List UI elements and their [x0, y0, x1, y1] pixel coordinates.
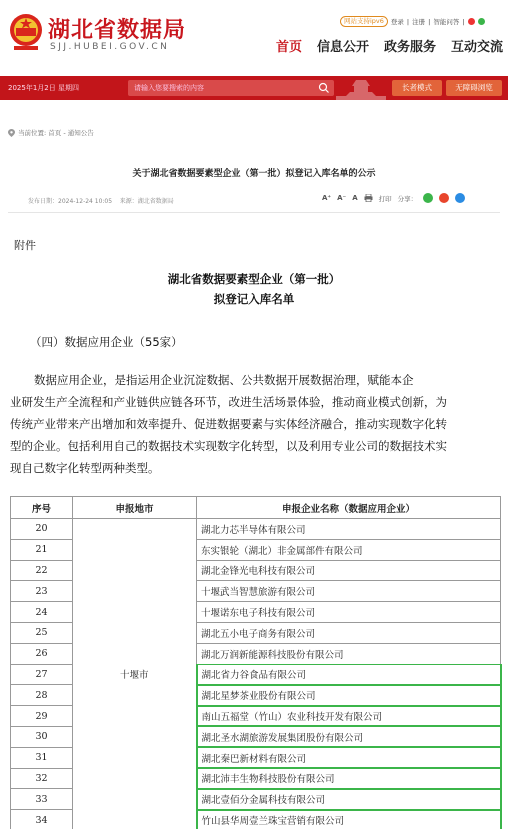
- attachment-label: 附件: [14, 239, 36, 252]
- share-label: 分享：: [397, 194, 418, 203]
- row-number: 30: [11, 726, 73, 747]
- table-row: [11, 519, 501, 540]
- notice-meta: [28, 196, 174, 205]
- location-pin-icon: [8, 129, 15, 137]
- article-tools: [322, 193, 465, 203]
- row-number: 31: [11, 747, 73, 768]
- row-number: 27: [11, 664, 73, 685]
- section-heading: （四）数据应用企业（55家）: [30, 335, 183, 349]
- company-name: 南山五福堂（竹山）农业科技开发有限公司: [197, 706, 501, 727]
- yellow-crane-tower-icon: [336, 78, 386, 100]
- wechat-icon[interactable]: [478, 18, 485, 25]
- company-name: 十堰武当智慧旅游有限公司: [197, 581, 501, 602]
- breadcrumb: [8, 128, 94, 137]
- row-number: 20: [11, 519, 73, 540]
- nav-interaction[interactable]: 互动交流: [451, 40, 504, 55]
- row-number: 29: [11, 706, 73, 727]
- company-name: 湖北万润新能源科技股份有限公司: [197, 643, 501, 664]
- notice-title: 关于湖北省数据要素型企业（第一批）拟登记入库名单的公示: [132, 169, 376, 179]
- qa-link[interactable]: 智能问答: [433, 18, 460, 26]
- top-links: 网站支持ipv6 登录 | 注册 | 智能问答 |: [340, 16, 485, 27]
- company-name: 湖北壹佰分金属科技有限公司: [197, 789, 501, 810]
- weibo-icon[interactable]: [468, 18, 475, 25]
- search-input[interactable]: [134, 82, 304, 94]
- notice-source: 来源：湖北省数据局: [119, 198, 174, 205]
- company-name: 湖北五小电子商务有限公司: [197, 622, 501, 643]
- company-name: 东实银轮（湖北）非金属部件有限公司: [197, 539, 501, 560]
- company-name: 湖北金锋光电科技有限公司: [197, 560, 501, 581]
- company-name: 湖北力芯半导体有限公司: [197, 519, 501, 540]
- row-number: 25: [11, 622, 73, 643]
- col-header-region: 申报地市: [73, 497, 197, 519]
- row-number: 33: [11, 789, 73, 810]
- company-name: 竹山县华周壹兰珠宝营销有限公司: [197, 810, 501, 829]
- nav-home[interactable]: 首页: [276, 40, 303, 55]
- table-header-row: [11, 497, 501, 519]
- search-box: [128, 80, 334, 96]
- row-number: 21: [11, 539, 73, 560]
- main-nav: [276, 36, 503, 55]
- col-header-no: 序号: [11, 497, 73, 519]
- site-domain: SJJ.HUBEI.GOV.CN: [50, 42, 170, 52]
- col-header-name: 申报企业名称（数据应用企业）: [197, 497, 501, 519]
- paragraph-line: 现自己数字化转型两种类型。: [10, 461, 160, 475]
- national-emblem-icon: [8, 12, 44, 52]
- row-number: 28: [11, 685, 73, 706]
- print-button[interactable]: 打印: [378, 194, 392, 203]
- company-name: 湖北星梦茶业股份有限公司: [197, 685, 501, 706]
- row-number: 34: [11, 810, 73, 829]
- font-larger-button[interactable]: A⁺: [322, 194, 332, 202]
- accessible-browse-button[interactable]: 无障碍浏览: [446, 80, 502, 96]
- nav-info-disclosure[interactable]: 信息公开: [317, 40, 370, 55]
- paragraph-line: 数据应用企业，是指运用企业沉淀数据、公共数据开展数据治理，赋能本企: [34, 373, 414, 387]
- document-title-line2: 拟登记入库名单: [213, 292, 295, 306]
- row-number: 23: [11, 581, 73, 602]
- company-name: 湖北沛丰生物科技股份有限公司: [197, 768, 501, 789]
- top-bar: [0, 76, 508, 100]
- site-header: [0, 0, 508, 72]
- qzone-share-icon[interactable]: [455, 193, 465, 203]
- current-date: 2025年1月2日 星期四: [8, 84, 79, 92]
- login-link[interactable]: 登录: [390, 18, 404, 26]
- register-link[interactable]: 注册: [412, 18, 426, 26]
- row-number: 32: [11, 768, 73, 789]
- document-title-line1: 湖北省数据要素型企业（第一批）: [167, 272, 341, 286]
- wechat-share-icon[interactable]: [423, 193, 433, 203]
- enterprise-table: [10, 496, 502, 829]
- table-body: [11, 519, 501, 829]
- paragraph-line: 传统产业带来产出增加和效率提升、促进数据要素与实体经济融合，推动实现数字化转: [10, 417, 447, 431]
- ipv6-badge: 网站支持ipv6: [340, 16, 388, 27]
- weibo-share-icon[interactable]: [439, 193, 449, 203]
- paragraph-line: 型的企业。包括利用自己的数据技术实现数字化转型，以及利用专业公司的数据技术实: [10, 439, 447, 453]
- breadcrumb-text[interactable]: 当前位置: 首页 - 通知公告: [18, 129, 94, 137]
- divider: [8, 212, 500, 213]
- font-smaller-button[interactable]: A⁻: [337, 194, 347, 202]
- publish-date: 发布日期：2024-12-24 10:05: [28, 198, 113, 205]
- font-default-button[interactable]: A: [352, 194, 358, 202]
- row-number: 22: [11, 560, 73, 581]
- nav-gov-services[interactable]: 政务服务: [384, 40, 437, 55]
- elder-mode-button[interactable]: 长者模式: [392, 80, 442, 96]
- row-number: 24: [11, 602, 73, 623]
- printer-icon[interactable]: [364, 194, 373, 202]
- company-name: 湖北秦巴新材料有限公司: [197, 747, 501, 768]
- company-name: 十堰诺东电子科技有限公司: [197, 602, 501, 623]
- region-cell: 十堰市: [73, 519, 197, 829]
- site-logo-text[interactable]: 湖北省数据局: [48, 18, 187, 43]
- paragraph-line: 业研发生产全流程和产业链供应链各环节，改进生活场景体验，推动商业模式创新，为: [10, 395, 447, 409]
- company-name: 湖北圣水湖旅游发展集团股份有限公司: [197, 726, 501, 747]
- row-number: 26: [11, 643, 73, 664]
- search-icon[interactable]: [318, 82, 330, 94]
- company-name: 湖北省力谷食品有限公司: [197, 664, 501, 685]
